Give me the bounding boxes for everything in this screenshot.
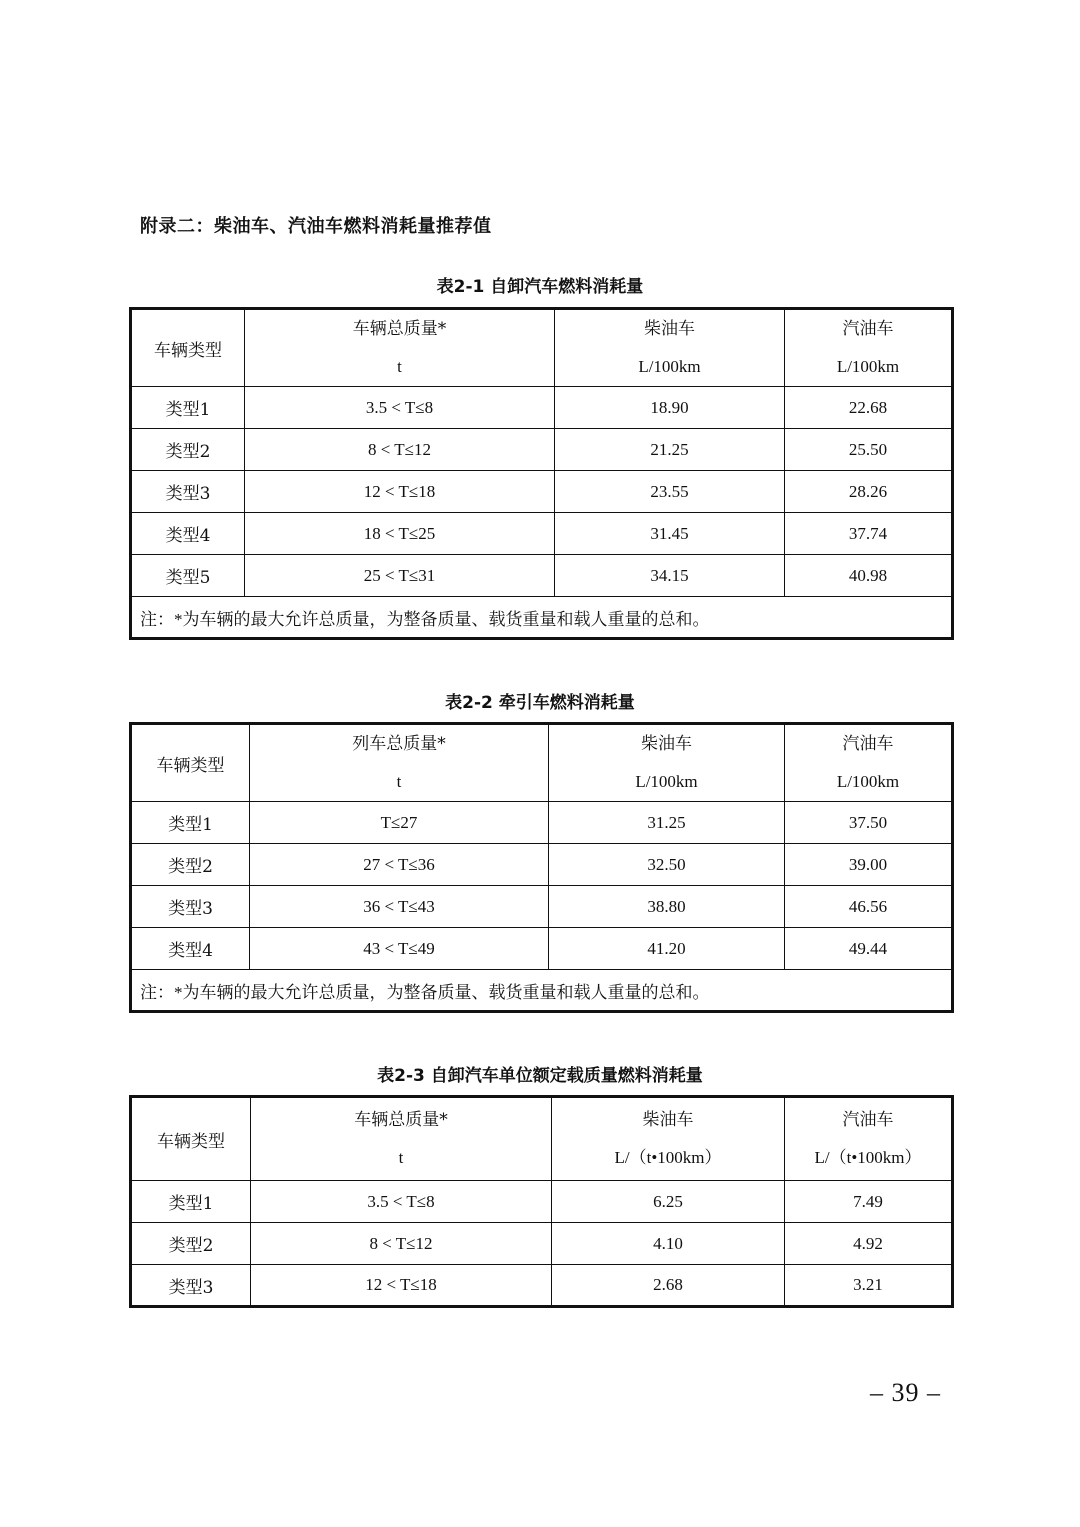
cell-type: 类型1 [131,1181,251,1223]
page-number: – 39 – [870,1378,941,1407]
cell-diesel: 21.25 [555,429,785,471]
appendix-title: 附录二：柴油车、汽油车燃料消耗量推荐值 [140,216,492,237]
cell-diesel: 32.50 [549,844,785,886]
header-gasoline: 汽油车 L/100km [785,724,953,802]
table-row [131,513,953,555]
table-row [131,387,953,429]
cell-gasoline: 3.21 [785,1265,953,1307]
table-row [131,471,953,513]
cell-gasoline: 40.98 [785,555,953,597]
table1-note: 注：*为车辆的最大允许总质量，为整备质量、载货重量和载人重量的总和。 [131,597,953,639]
cell-mass: 8 < T≤12 [251,1223,552,1265]
table-row [131,429,953,471]
header-mass: 列车总质量* t [250,724,549,802]
table2-header-row [131,724,953,802]
cell-type: 类型2 [131,1223,251,1265]
cell-diesel: 4.10 [552,1223,785,1265]
cell-diesel: 41.20 [549,928,785,970]
table-row [131,844,953,886]
cell-gasoline: 49.44 [785,928,953,970]
cell-diesel: 38.80 [549,886,785,928]
cell-type: 类型3 [131,1265,251,1307]
table-row [131,1223,953,1265]
table-row [131,928,953,970]
cell-type: 类型1 [131,802,250,844]
table-row [131,802,953,844]
cell-type: 类型3 [131,886,250,928]
header-diesel: 柴油车 L/（t•100km） [552,1097,785,1181]
header-mass: 车辆总质量* t [251,1097,552,1181]
cell-type: 类型3 [131,471,245,513]
table3-dump-truck-unit-load-fuel [129,1095,954,1308]
cell-gasoline: 39.00 [785,844,953,886]
cell-gasoline: 37.50 [785,802,953,844]
cell-diesel: 2.68 [552,1265,785,1307]
header-gasoline: 汽油车 L/（t•100km） [785,1097,953,1181]
cell-diesel: 34.15 [555,555,785,597]
cell-mass: T≤27 [250,802,549,844]
header-vehicle-type: 车辆类型 [131,1097,251,1181]
table1-note-row [131,597,953,639]
table-row [131,1265,953,1307]
table-row [131,886,953,928]
cell-mass: 12 < T≤18 [245,471,555,513]
header-mass: 车辆总质量* t [245,309,555,387]
header-diesel: 柴油车 L/100km [549,724,785,802]
table1-caption: 表2-1 自卸汽车燃料消耗量 [436,277,644,297]
cell-mass: 43 < T≤49 [250,928,549,970]
cell-gasoline: 28.26 [785,471,953,513]
cell-diesel: 6.25 [552,1181,785,1223]
cell-mass: 3.5 < T≤8 [251,1181,552,1223]
cell-mass: 8 < T≤12 [245,429,555,471]
header-vehicle-type: 车辆类型 [131,724,250,802]
cell-type: 类型5 [131,555,245,597]
cell-diesel: 31.25 [549,802,785,844]
table1-dump-truck-fuel [129,307,954,640]
table3-header-row [131,1097,953,1181]
table3-caption: 表2-3 自卸汽车单位额定载质量燃料消耗量 [377,1066,703,1086]
cell-mass: 27 < T≤36 [250,844,549,886]
table-row [131,555,953,597]
cell-mass: 3.5 < T≤8 [245,387,555,429]
cell-mass: 25 < T≤31 [245,555,555,597]
cell-gasoline: 37.74 [785,513,953,555]
table1-header-row [131,309,953,387]
cell-type: 类型1 [131,387,245,429]
cell-diesel: 23.55 [555,471,785,513]
cell-gasoline: 46.56 [785,886,953,928]
table-row [131,1181,953,1223]
cell-gasoline: 22.68 [785,387,953,429]
header-diesel: 柴油车 L/100km [555,309,785,387]
cell-mass: 36 < T≤43 [250,886,549,928]
cell-mass: 12 < T≤18 [251,1265,552,1307]
cell-gasoline: 4.92 [785,1223,953,1265]
table2-note-row [131,970,953,1012]
cell-mass: 18 < T≤25 [245,513,555,555]
table2-tractor-fuel [129,722,954,1013]
header-vehicle-type: 车辆类型 [131,309,245,387]
table2-caption: 表2-2 牵引车燃料消耗量 [445,693,635,713]
cell-diesel: 31.45 [555,513,785,555]
cell-type: 类型4 [131,928,250,970]
cell-gasoline: 25.50 [785,429,953,471]
cell-type: 类型2 [131,844,250,886]
cell-type: 类型2 [131,429,245,471]
table2-note: 注：*为车辆的最大允许总质量，为整备质量、载货重量和载人重量的总和。 [131,970,953,1012]
cell-gasoline: 7.49 [785,1181,953,1223]
cell-type: 类型4 [131,513,245,555]
header-gasoline: 汽油车 L/100km [785,309,953,387]
cell-diesel: 18.90 [555,387,785,429]
